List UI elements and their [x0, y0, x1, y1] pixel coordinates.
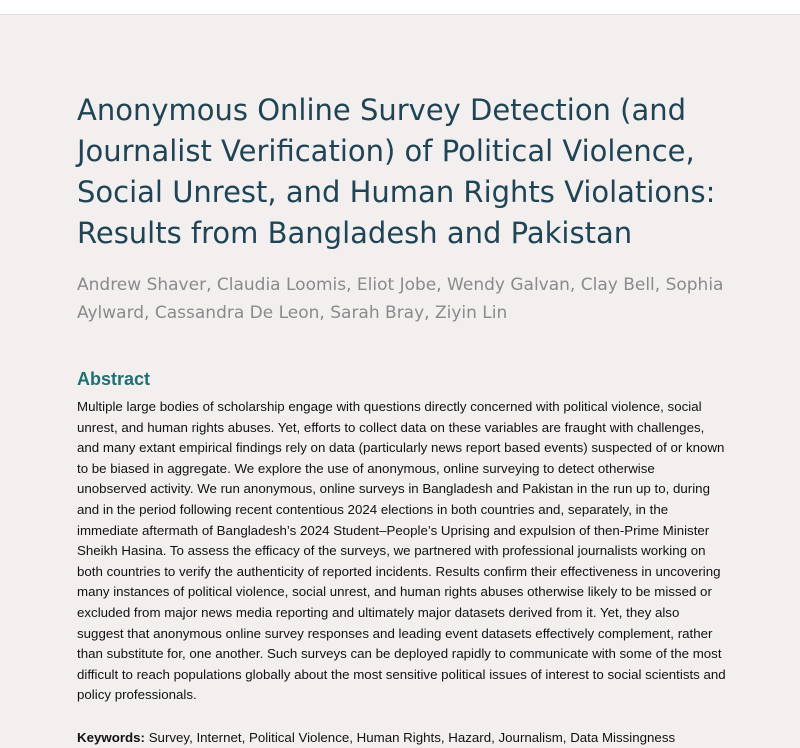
author-list: Andrew Shaver, Claudia Loomis, Eliot Jobe, Wendy Galvan, Clay Bell, Sophia Aylward, Cassandra De Leon, Sarah Bray, Ziyin Lin	[77, 275, 724, 323]
abstract-text: Multiple large bodies of scholarship engage with questions directly concerned with political violence, social unrest, and human rights abuses. Yet, efforts to collect data on these variables are fraught with challenges, and many extant empirical findings rely on data (particularly news report based events) suspected of or known to be biased in aggregate. We explore the use of anonymous, online surveying to detect otherwise unobserved activity. We run anonymous, online surveys in Bangladesh and Pakistan in the run up to, during and in the period following recent contentious 2024 elections in both countries and, separately, in the immediate aftermath of Bangladesh’s 2024 Student–People’s Uprising and expulsion of then-Prime Minister Sheikh Hasina. To assess the efficacy of the surveys, we partnered with professional journalists working on both countries to verify the authenticity of reported incidents. Results confirm their effectiveness in uncovering many instances of political violence, social unrest, and human rights abuses otherwise likely to be missed or excluded from major news media reporting and ultimately major datasets derived from it. Yet, they also suggest that anonymous online survey responses and leading event datasets effectively complement, rather than substitute for, one another. Such surveys can be deployed rapidly to communicate with some of the most difficult to reach populations globally about the most sensitive political issues of interest to social scientists and policy professionals.	[77, 399, 726, 703]
keywords-label: Keywords:	[77, 729, 145, 745]
paper-title: Anonymous Online Survey Detection (and Journalist Verification) of Political Violence, Social Unrest, and Human Rights Violations: Results from Bangladesh and Pakistan	[77, 93, 716, 250]
keywords-text: Survey, Internet, Political Violence, Human Rights, Hazard, Journalism, Data Missingness	[148, 729, 676, 745]
abstract-heading: Abstract	[77, 369, 151, 389]
keywords-line	[77, 728, 727, 748]
paper-page	[77, 90, 727, 748]
browser-top-bar	[0, 0, 800, 15]
